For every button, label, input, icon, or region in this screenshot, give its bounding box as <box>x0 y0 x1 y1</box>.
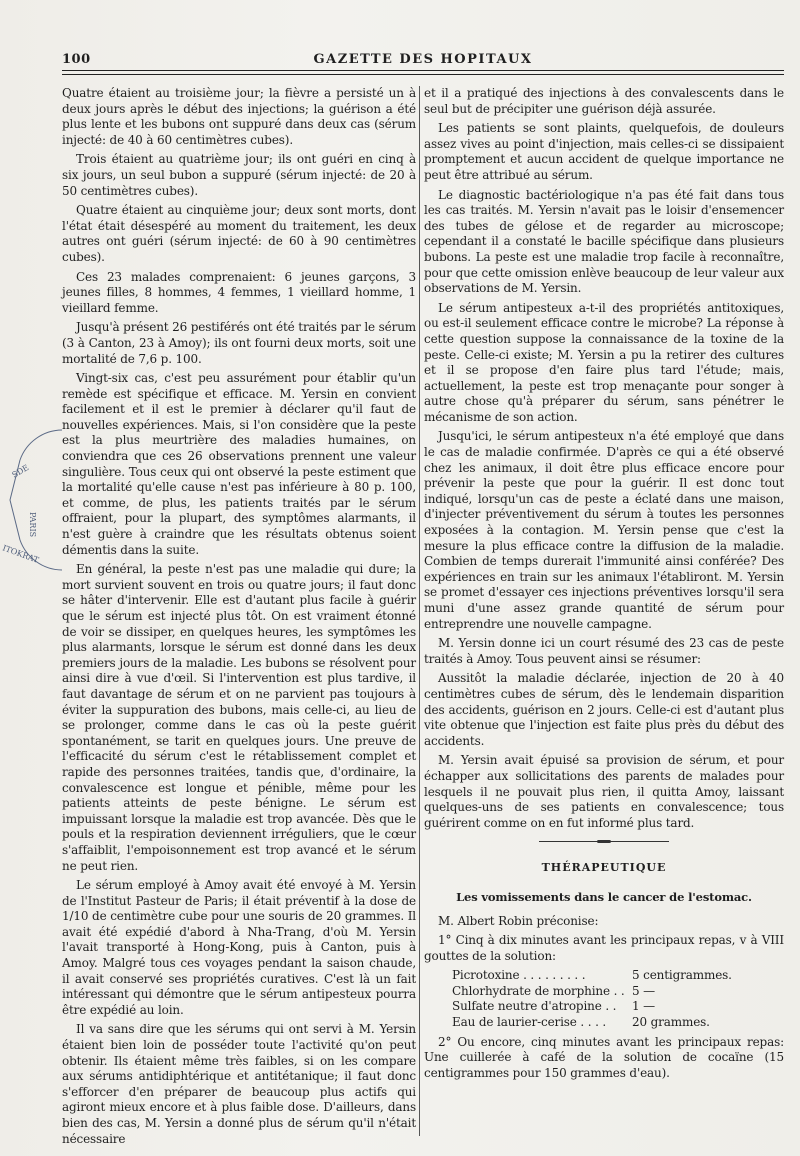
paragraph: Il va sans dire que les sérums qui ont servi à M. Yersin étaient bien loin de posséder toute l'activité qu'on peut obtenir. Ils étaient même très faibles, si on les compare aux sérums antidiphtérique et antitétanique; il faut donc s'efforcer d'en préparer de beaucoup plus actifs qui agiront mieux encore et à plus faible dose. D'ailleurs, dans bien des cas, M. Yersin a donné plus de sérum qu'il n'était nécessaire <box>62 1022 416 1146</box>
prescription-item-1: 1° Cinq à dix minutes avant les principaux repas, v à VIII gouttes de la solution: <box>424 933 784 963</box>
paragraph: Vingt-six cas, c'est peu assurément pour établir qu'un remède est spécifique et efficace. M. Yersin en convient facilement et il est le premier à déclarer qu'il faut de nouvelles expériences. Mais, si l'on considère que la peste est la plus meurtrière des maladies humaines, on conviendra que ces 26 observations prennent une valeur singulière. Tous ceux qui ont observé la peste estiment que la mortalité qu'elle cause n'est pas inférieure à 80 p. 100, et comme, de plus, les patients traités par le sérum offraient, pour la plupart, des symptômes alarmants, il n'est guère à craindre que les résultats obtenus soient démentis dans la suite. <box>62 371 416 557</box>
section-separator <box>539 841 669 842</box>
section-title: THÉRAPEUTIQUE <box>541 861 667 875</box>
prescription-row <box>452 968 784 984</box>
ingredient-name: Sulfate neutre d'atropine . . <box>452 999 617 1014</box>
paragraph: M. Yersin avait épuisé sa provision de sérum, et pour échapper aux sollicitations des parents de malades pour lesquels il ne pouvait plus rien, il quitta Amoy, laissant quelques-uns de ses patients en convalescence; tous guérirent comme on en fut informé plus tard. <box>424 753 784 830</box>
paragraph: Jusqu'à présent 26 pestiférés ont été traités par le sérum (3 à Canton, 23 à Amoy); ils ont fourni deux morts, soit une mortalité de 7,6 p. 100. <box>62 320 416 366</box>
intro-line: M. Albert Robin préconise: <box>438 913 599 928</box>
stamp-letters-top: SDE <box>10 463 31 480</box>
prescription-item-2: 2° Ou encore, cinq minutes avant les principaux repas: Une cuillerée à café de la solution de cocaïne (15 centigrammes pour 150 grammes d'eau). <box>424 1034 784 1080</box>
paragraph: Trois étaient au quatrième jour; ils ont guéri en cinq à six jours, un seul bubon a suppuré (sérum injecté: de 20 à 50 centimètres cubes). <box>62 152 416 198</box>
paragraph: Le diagnostic bactériologique n'a pas été fait dans tous les cas traités. M. Yersin n'avait pas le loisir d'ensemencer des tubes de gélose et de regarder au microscope; cependant il a constaté le bacille spécifique dans plusieurs bubons. La peste est une maladie trop facile à reconnaître, pour que cette omission enlève beaucoup de leur valeur aux observations de M. Yersin. <box>424 187 784 296</box>
stamp-letters-mid: PARIS <box>28 512 37 538</box>
ingredient-dose: 5 centigrammes. <box>632 968 732 983</box>
journal-title: GAZETTE DES HOPITAUX <box>313 52 533 67</box>
right-column <box>424 86 784 1136</box>
paragraph: Les patients se sont plaints, quelquefois, de douleurs assez vives au point d'injection, mais celles-ci se dissipaient promptement et aucun accident de quelque importance ne peut être attribué au sérum. <box>424 121 784 182</box>
paragraph: et il a pratiqué des injections à des convalescents dans le seul but de précipiter une guérison déjà assurée. <box>424 86 784 116</box>
prescription-table <box>452 968 784 1030</box>
ingredient-name: Picrotoxine . . . . . . . . . <box>452 968 586 983</box>
ingredient-name: Eau de laurier-cerise . . . . <box>452 1015 607 1030</box>
page-number: 100 <box>62 52 91 67</box>
ingredient-dose: 20 grammes. <box>632 1015 710 1030</box>
page-header <box>62 44 784 68</box>
prescription-row <box>452 999 784 1015</box>
ingredient-dose: 1 — <box>632 999 655 1014</box>
paragraph: En général, la peste n'est pas une maladie qui dure; la mort survient souvent en trois ou quatre jours; il faut donc se hâter d'intervenir. Elle est d'autant plus facile à guérir que le sérum est injecté plus tôt. On est vraiment étonné de voir se dissiper, en quelques heures, les symptômes les plus alarmants, lorsque le sérum est donné dans les deux premiers jours de la maladie. Les bubons se résolvent pour ainsi dire à vue d'œil. Si l'intervention est plus tardive, il faut davantage de sérum et on ne parvient pas toujours à éviter la suppuration des bubons, mais celle-ci, au lieu de se prolonger, comme dans le cas où la peste guérit spontanément, se tarit en quelques jours. Une preuve de l'efficacité du sérum c'est le rétablissement complet et rapide des personnes traitées, tandis que, d'ordinaire, la convalescence est longue et pénible, même pour les patients atteints de peste bénigne. Le sérum est impuissant lorsque la maladie est trop avancée. Dès que le pouls et la respiration deviennent irréguliers, que le cœur s'affaiblit, l'empoisonnement est trop avancé et le sérum ne peut rien. <box>62 562 416 873</box>
header-rule <box>62 70 784 75</box>
prescription-row <box>452 984 784 1000</box>
stamp-letters-bottom: ITOKRAT <box>1 543 40 565</box>
column-divider <box>419 86 420 1136</box>
prescription-row <box>452 1015 784 1031</box>
ingredient-name: Chlorhydrate de morphine . . <box>452 983 625 998</box>
paragraph: Ces 23 malades comprenaient: 6 jeunes garçons, 3 jeunes filles, 8 hommes, 4 femmes, 1 vieillard homme, 1 vieillard femme. <box>62 269 416 315</box>
ingredient-dose: 5 — <box>632 983 655 998</box>
left-column <box>62 86 416 1146</box>
paragraph: Quatre étaient au troisième jour; la fièvre a persisté un à deux jours après le début des injections; la guérison a été plus lente et les bubons ont suppuré dans deux cas (sérum injecté: de 40 à 60 centimètres cubes). <box>62 86 416 147</box>
paragraph: M. Yersin donne ici un court résumé des 23 cas de peste traités à Amoy. Tous peuvent ainsi se résumer: <box>424 636 784 666</box>
paragraph: Jusqu'ici, le sérum antipesteux n'a été employé que dans le cas de maladie confirmée. D'après ce qui a été observé chez les animaux, il doit être plus efficace encore pour prévenir la peste que pour la guérir. Il est donc tout indiqué, lorsqu'un cas de peste a éclaté dans une maison, d'injecter préventivement du sérum à toutes les personnes exposées à la contagion. M. Yersin pense que c'est la mesure la plus efficace contre la diffusion de la maladie. Combien de temps durerait l'immunité ainsi conférée? Des expériences en train sur les animaux l'établiront. M. Yersin se promet d'essayer ces injections préventives lorsqu'il sera muni d'une assez grande quantité de sérum pour entreprendre une nouvelle campagne. <box>424 429 784 631</box>
paragraph: Aussitôt la maladie déclarée, injection de 20 à 40 centimètres cubes de sérum, dès le lendemain disparition des accidents, guérison en 2 jours. Celle-ci est d'autant plus vite obtenue que l'injection est faite plus près du début des accidents. <box>424 671 784 748</box>
paragraph: Quatre étaient au cinquième jour; deux sont morts, dont l'état était désespéré au moment du traitement, les deux autres ont guéri (sérum injecté: de 60 à 90 centimètres cubes). <box>62 203 416 264</box>
subsection-title: Les vomissements dans le cancer de l'estomac. <box>456 889 752 904</box>
paragraph: Le sérum employé à Amoy avait été envoyé à M. Yersin de l'Institut Pasteur de Paris; il était préventif à la dose de 1/10 de centimètre cube pour une souris de 20 grammes. Il avait été expédié d'abord à Nha-Trang, d'où M. Yersin l'avait transporté à Hong-Kong, puis à Canton, puis à Amoy. Malgré tous ces voyages pendant la saison chaude, il avait conservé ses propriétés curatives. C'est là un fait intéressant qui démontre que le sérum antipesteux pourra être expédié au loin. <box>62 878 416 1017</box>
library-stamp <box>0 420 62 580</box>
paragraph: Le sérum antipesteux a-t-il des propriétés antitoxiques, ou est-il seulement efficace contre le microbe? La réponse à cette question suppose la connaissance de la toxine de la peste. Celle-ci existe; M. Yersin a pu la retirer des cultures et il se propose d'en faire plus tard l'étude; mais, actuellement, la peste est trop menaçante pour songer à autre chose qu'à préparer du sérum, sans pénétrer le mécanisme de son action. <box>424 300 784 424</box>
